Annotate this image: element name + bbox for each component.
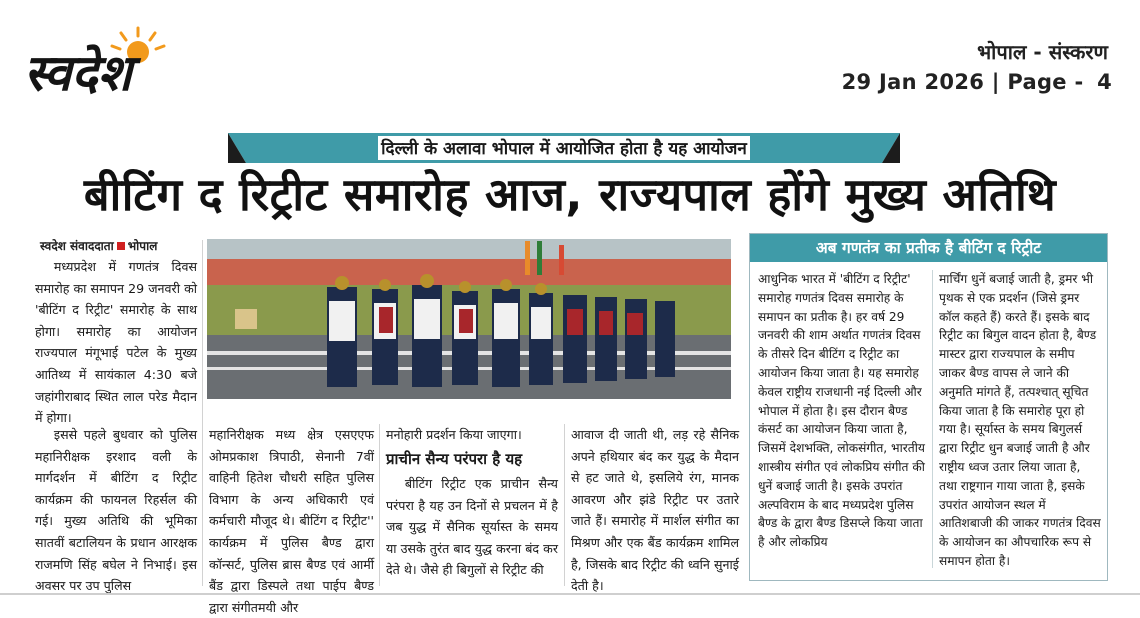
separator: | (984, 70, 1008, 94)
swadesh-logo (20, 22, 250, 102)
paragraph-text: इससे पहले बुधवार को पुलिस महानिरीक्षक इरशाद वली के मार्गदर्शन में बीटिंग द रिट्रीट कार्यक्रम की फायनल रिहर्सल की गई। मुख्य अतिथि की भूमिका सातवीं बटालियन के प्रधान आरक्षक राजमणि सिंह बघेल ने निभाई। इस अवसर पर उप पुलिस (35, 427, 197, 594)
article-paragraph-1 (35, 256, 197, 429)
info-box-title: अब गणतंत्र का प्रतीक है बीटिंग द रिट्रीट (750, 234, 1107, 262)
headline: बीटिंग द रिट्रीट समारोह आज, राज्यपाल होंगे मुख्य अतिथि (83, 168, 1057, 221)
info-box-divider (932, 270, 933, 568)
article-column-3-body (386, 473, 558, 581)
article-paragraph-2 (35, 424, 197, 597)
info-box-column-1: आधुनिक भारत में 'बीटिंग द रिट्रीट' समारोह गणतंत्र दिवस समारोह के समापन का प्रतीक है। हर वर्ष 29 जनवरी की शाम अर्थात गणतंत्र दिवस के तीसरे दिन बीटिंग द रिट्रीट का आयोजन किया जाता है। यह समारोह केवल राष्ट्रीय राजधानी नई दिल्ली और भोपाल में होता है। इस दौरान बैण्ड कंसर्ट का आयोजन किया जाता है, जिसमें देशभक्ति, लोकसंगीत, भारतीय शास्त्रीय संगीत एवं लोकप्रिय संगीत की धुनें बजाई जाती है। इसके उपरांत अल्पविराम के बाद मध्यप्रदेश पुलिस बैण्ड के द्वारा बैण्ड डिसप्ले किया जाता है और लोकप्रिय (758, 272, 925, 550)
column-rule (202, 240, 203, 586)
parade-band-photo (207, 239, 731, 399)
page-number: 4 (1097, 70, 1112, 94)
issue-date: 29 Jan 2026 (841, 70, 985, 94)
byline (40, 237, 157, 254)
article-column-2 (209, 424, 374, 618)
info-box-column-2: मार्चिंग धुनें बजाई जाती है, ड्रमर भी पृथक से एक प्रदर्शन (जिसे ड्रमर कॉल कहते हैं) करते हैं। इसके बाद रिट्रीट का बिगुल वादन होता है, बैण्ड मास्टर द्वारा राज्यपाल के समीप जाकर बैण्ड वापस ले जाने की अनुमति मांगते हैं, तत्पश्चात् सूचित किया जाता है कि समारोह पूरा हो गया है। सूर्यास्त के समय बिगुलर्स द्वारा रिट्रीट धुन बजाई जाती है और राष्ट्रीय ध्वज उतार लिया जाता है, तथा राष्ट्रगान गाया जाता है, इसके उपरांत आयोजन स्थल में आतिशबाजी की जाकर गणतंत्र दिवस के आयोजन का औपचारिक रूप से समापन होता है। (939, 272, 1101, 568)
article-column-3-top (386, 424, 558, 446)
byline-source: स्वदेश संवाददाता (40, 239, 114, 253)
article-column-4 (571, 424, 739, 597)
subheading: प्राचीन सैन्य परंपरा है यह (386, 450, 523, 468)
edition-label: भोपाल - संस्करण (977, 40, 1108, 64)
paragraph-text: बीटिंग रिट्रीट एक प्राचीन सैन्य परंपरा है यह उन दिनों से प्रचलन में है जब युद्ध में सैनिक सूर्यास्त के समय या उसके तुरंत बाद युद्ध करना बंद कर देते थे। जैसे ही बिगुलों से रिट्रीट की (386, 476, 558, 578)
red-square-icon (117, 242, 125, 250)
page-bottom-rule (0, 593, 1140, 595)
byline-city: भोपाल (127, 239, 158, 253)
page-label: Page - (1007, 70, 1092, 94)
paragraph-text: मध्यप्रदेश में गणतंत्र दिवस समारोह का समापन 29 जनवरी को 'बीटिंग द रिट्रीट' समारोह के साथ होगा। समारोह का आयोजन राज्यपाल मंगूभाई पटेल के मुख्य आतिथ्य में सायंकाल 4:30 बजे जहांगीराबाद स्थित लाल परेड मैदान में होगा। (35, 259, 197, 426)
kicker-band (228, 133, 900, 163)
paragraph-text: आवाज दी जाती थी, लड़ रहे सैनिक अपने हथियार बंद कर युद्ध के मैदान से हट जाते थे, इसलिये रंग, मानक आवरण और झंडे रिट्रीट पर उतारे जाते हैं। समारोह में मार्शल संगीत का मिश्रण और एक बैंड कार्यक्रम शामिल है, जिसके बाद रिट्रीट की ध्वनि सुनाई देती है। (571, 427, 739, 594)
dateline (842, 70, 1112, 94)
kicker-text: दिल्ली के अलावा भोपाल में आयोजित होता है यह आयोजन (381, 139, 747, 159)
logo-wordmark: स्वदेश (24, 44, 132, 102)
column-rule (379, 424, 380, 586)
paragraph-text: महानिरीक्षक मध्य क्षेत्र एसएएफ ओमप्रकाश त्रिपाठी, सेनानी 7वीं वाहिनी हितेश चौधरी सहित पुलिस विभाग के अन्य अधिकारी एवं कर्मचारी मौजूद थे। बीटिंग द रिट्रीट'' कार्यक्रम में पुलिस बैण्ड द्वारा कॉन्सर्ट, पुलिस ब्रास बैण्ड एवं आर्मी बैंड द्वारा डिस्पले तथा पाईप बैण्ड द्वारा संगीतमयी और (209, 427, 374, 615)
info-box (749, 233, 1108, 581)
column-rule (564, 424, 565, 586)
paragraph-text: मनोहारी प्रदर्शन किया जाएगा। (386, 427, 522, 442)
